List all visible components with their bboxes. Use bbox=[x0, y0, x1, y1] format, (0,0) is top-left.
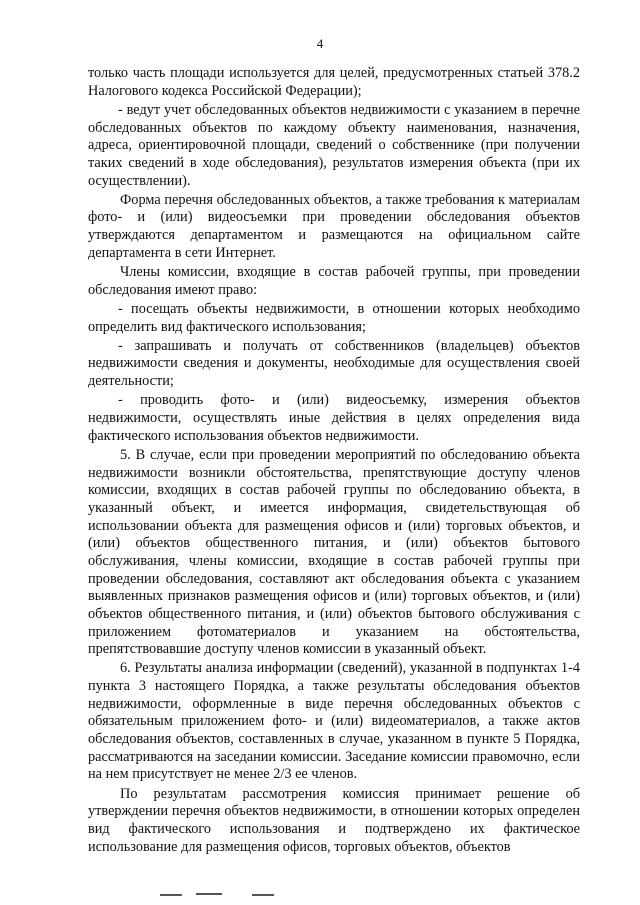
list-item: - проводить фото- и (или) видеосъемку, измерения объектов недвижимости, осуществлять иные действия в целях определения вида фактического использования объектов недвижимости. bbox=[88, 392, 580, 444]
paragraph: только часть площади используется для целей, предусмотренных статьей 378.2 Налогового кодекса Российской Федерации); bbox=[88, 65, 580, 99]
scan-mark bbox=[252, 894, 274, 896]
paragraph: Члены комиссии, входящие в состав рабочей группы, при проведении обследования имеют право: bbox=[88, 264, 580, 298]
list-item: - посещать объекты недвижимости, в отношении которых необходимо определить вид фактического использования; bbox=[88, 300, 580, 335]
page-number: 4 bbox=[316, 36, 324, 51]
document-body bbox=[88, 65, 580, 858]
list-item: - ведут учет обследованных объектов недвижимости с указанием в перечне обследованных объектов по каждому объекту наименования, назначения, адреса, ориентировочной площади, сведений о собственнике (при получении таких сведений в ходе обследования), результатов измерения объекта (при их осуществлении). bbox=[88, 101, 580, 189]
paragraph: Форма перечня обследованных объектов, а также требования к материалам фото- и (или) видеосъемки при проведении обследования объектов утверждаются департаментом и размещаются на официальном сайте департамента в сети Интернет. bbox=[88, 191, 580, 261]
scan-artifacts bbox=[0, 890, 640, 905]
paragraph: 6. Результаты анализа информации (сведений), указанной в подпунктах 1-4 пункта 3 настоящего Порядка, а также результаты обследования объектов недвижимости, оформленные в виде перечня обследованных объектов с обязательным приложением фото- и (или) видеоматериалов, а также актов обследования объектов, составленных в случае, указанном в пункте 5 Порядка, рассматриваются на заседании комиссии. Заседание комиссии правомочно, если на нем присутствует не менее 2/3 ее членов. bbox=[88, 660, 580, 783]
paragraph: 5. В случае, если при проведении мероприятий по обследованию объекта недвижимости возникли обстоятельства, препятствующие доступу членов комиссии, входящих в состав рабочей группы по обследованию объекта, в указанный объект, и имеется информация, свидетельствующая об использовании объекта для размещения офисов и (или) торговых объектов, и (или) объектов общественного питания, и (или) объектов бытового обслуживания, члены комиссии, входящие в состав рабочей группы при проведении обследования, составляют акт обследования объекта с указанием выявленных признаков размещения офисов и (или) торговых объектов, и (или) объектов общественного питания, и (или) объектов бытового обслуживания с приложением фотоматериалов и указанием на обстоятельства, препятствовавшие доступу членов комиссии в указанный объект. bbox=[88, 446, 580, 658]
scan-mark bbox=[196, 893, 222, 895]
paragraph: По результатам рассмотрения комиссия принимает решение об утверждении перечня объектов недвижимости, в отношении которых определен вид фактического использования и подтверждено их фактическое использование для размещения офисов, торговых объектов, объектов bbox=[88, 785, 580, 855]
list-item: - запрашивать и получать от собственников (владельцев) объектов недвижимости сведения и документы, необходимые для осуществления своей деятельности; bbox=[88, 337, 580, 390]
scan-mark bbox=[160, 894, 182, 896]
